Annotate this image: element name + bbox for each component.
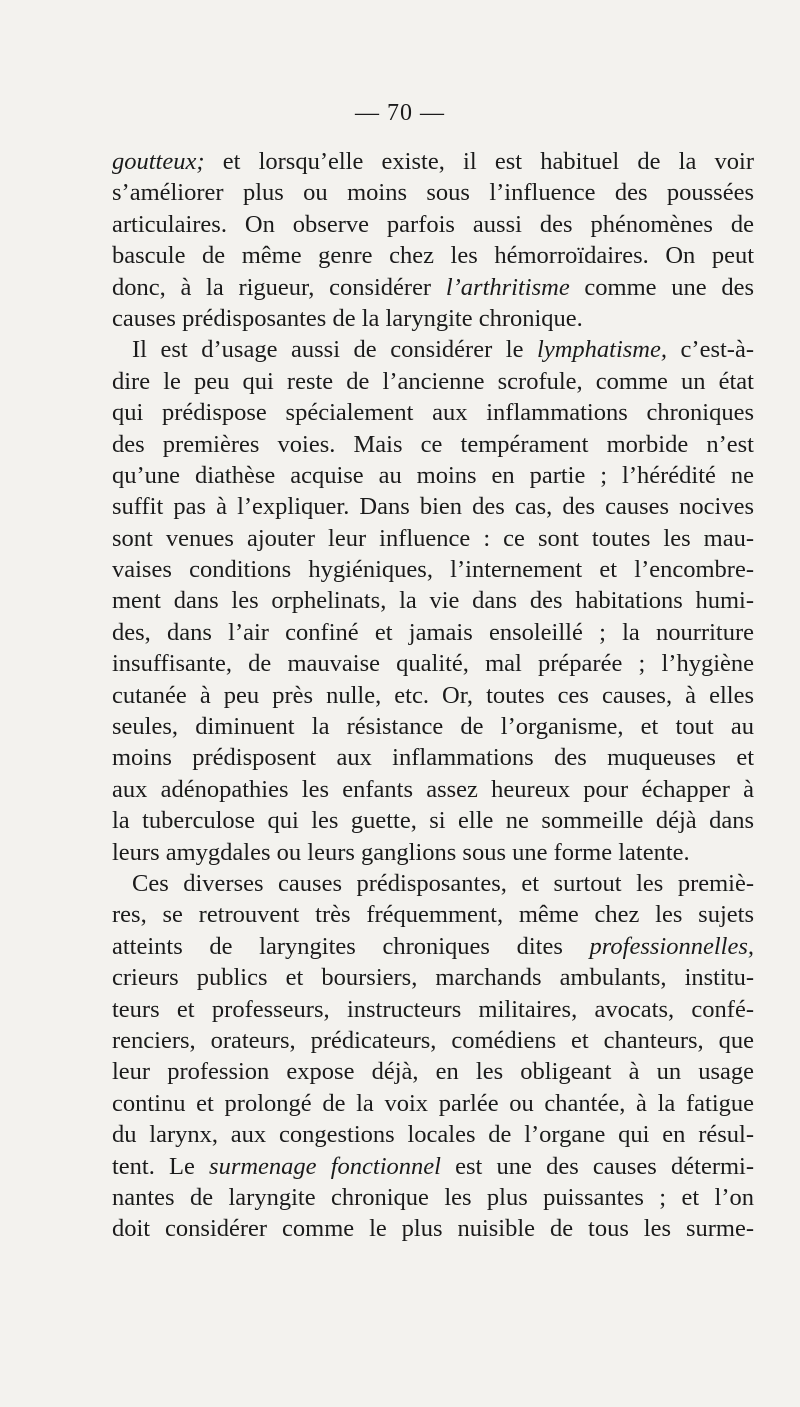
text-line: continu et prolongé de la voix parlée ou chantée, à la fatigue (112, 1089, 754, 1117)
text-line: sont venues ajouter leur influence : ce sont toutes les mau- (112, 524, 754, 552)
text-line: teurs et professeurs, instructeurs militaires, avocats, confé- (112, 995, 754, 1023)
text-line: articulaires. On observe parfois aussi des phénomènes de (112, 210, 754, 238)
body-text (112, 146, 754, 1245)
text-line: bascule de même genre chez les hémorroïdaires. On peut (112, 242, 754, 270)
text-line: qu’une diathèse acquise au moins en partie ; l’hérédité ne (112, 461, 754, 489)
text-line: Ces diverses causes prédisposantes, et surtout les premiè- (132, 869, 754, 897)
text-line: ment dans les orphelinats, la vie dans des habitations humi- (112, 587, 754, 615)
text-line: atteints de laryngites chroniques dites professionnelles, (112, 932, 754, 960)
text-line: insuffisante, de mauvaise qualité, mal préparée ; l’hygiène (112, 650, 754, 678)
text-line: causes prédisposantes de la laryngite chronique. (112, 304, 583, 332)
text-line: leurs amygdales ou leurs ganglions sous une forme latente. (112, 838, 690, 866)
text-line: nantes de laryngite chronique les plus puissantes ; et l’on (112, 1183, 754, 1211)
text-line: aux adénopathies les enfants assez heureux pour échapper à (112, 775, 754, 803)
text-line: suffit pas à l’expliquer. Dans bien des cas, des causes nocives (112, 493, 754, 521)
text-line: moins prédisposent aux inflammations des muqueuses et (112, 744, 754, 772)
text-line: donc, à la rigueur, considérer l’arthritisme comme une des (112, 273, 754, 301)
text-line: crieurs publics et boursiers, marchands ambulants, institu- (112, 964, 754, 992)
text-line: Il est d’usage aussi de considérer le lymphatisme, c’est-à- (132, 336, 754, 364)
text-line: du larynx, aux congestions locales de l’organe qui en résul- (112, 1121, 754, 1149)
text-line: res, se retrouvent très fréquemment, même chez les sujets (112, 901, 754, 929)
text-line: vaises conditions hygiéniques, l’internement et l’encombre- (112, 556, 754, 584)
text-line: seules, diminuent la résistance de l’organisme, et tout au (112, 713, 754, 741)
page-number: — 70 — (355, 100, 445, 126)
text-line: des premières voies. Mais ce tempérament morbide n’est (112, 430, 754, 458)
text-line: dire le peu qui reste de l’ancienne scrofule, comme un état (112, 367, 754, 395)
text-line: s’améliorer plus ou moins sous l’influence des poussées (112, 179, 754, 207)
text-line: doit considérer comme le plus nuisible de tous les surme- (112, 1215, 754, 1243)
text-line: des, dans l’air confiné et jamais ensoleillé ; la nourriture (112, 618, 754, 646)
text-line: tent. Le surmenage fonctionnel est une des causes détermi- (112, 1152, 754, 1180)
text-line: qui prédispose spécialement aux inflammations chroniques (112, 399, 754, 427)
text-line: goutteux; et lorsqu’elle existe, il est habituel de la voir (112, 148, 754, 175)
text-line: la tuberculose qui les guette, si elle ne sommeille déjà dans (112, 807, 754, 835)
text-line: cutanée à peu près nulle, etc. Or, toutes ces causes, à elles (112, 681, 754, 709)
text-line: renciers, orateurs, prédicateurs, comédiens et chanteurs, que (112, 1026, 754, 1054)
text-line: leur profession expose déjà, en les obligeant à un usage (112, 1058, 754, 1086)
